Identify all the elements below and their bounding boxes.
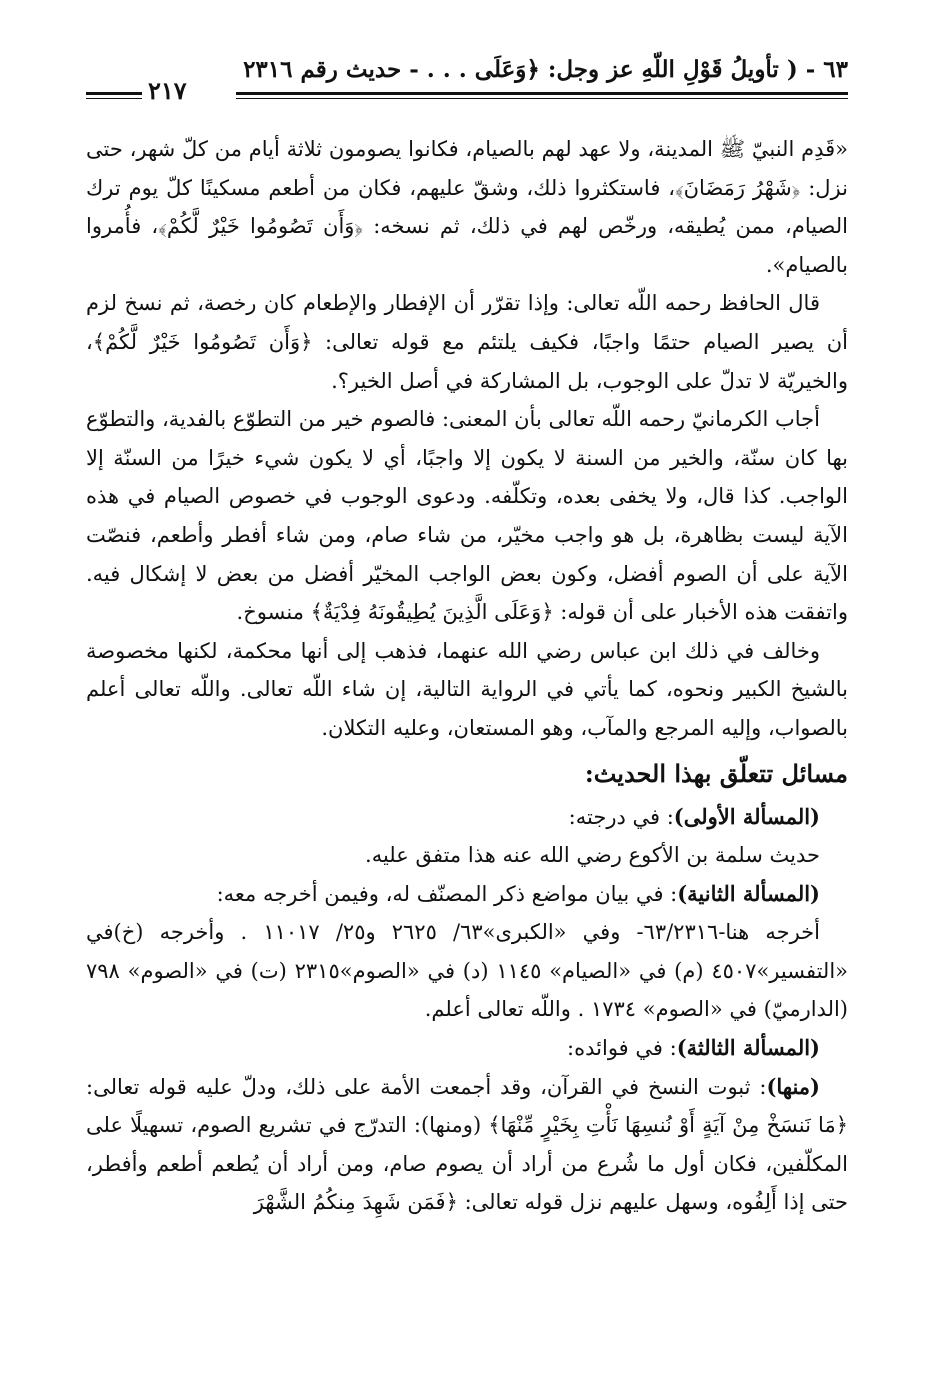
issue-first-body: حديث سلمة بن الأكوع رضي الله عنه هذا متفق عليه. xyxy=(365,843,820,868)
running-title: ٦٣ - ( تأويلُ قَوْلِ اللّهِ عز وجل: ﴿وَعَلَى . . . - حديث رقم ٢٣١٦ xyxy=(243,56,848,83)
issue-third-body xyxy=(86,1068,848,1222)
issue-third-label: (المسألة الثالثة) xyxy=(676,1035,820,1061)
page-body xyxy=(86,130,848,1222)
paragraph-ibn-abbas: وخالف في ذلك ابن عباس رضي الله عنهما، فذهب إلى أنها محكمة، لكنها مخصوصة بالشيخ الكبير ونحوه، كما يأتي في الرواية التالية، إن شاء اللّه تعالى. واللّه تعالى أعلم بالصواب، وإليه المرجع والمآب، وهو المستعان، وعليه التكلان. xyxy=(86,638,848,740)
page-number: ٢١٧ xyxy=(148,76,187,105)
paragraph-hadith-quote: «قَدِم النبيّ ﷺ المدينة، ولا عهد لهم بالصيام، فكانوا يصومون ثلاثة أيام من كلّ شهر، حتى نزل: ﴿شَهْرُ رَمَضَانَ﴾، فاستكثروا ذلك، وشقّ عليهم، فكان من أطعم مسكينًا كلّ يوم ترك الصيام، ممن يُطيقه، ورخّص لهم في ذلك، ثم نسخه: ﴿وَأَن تَصُومُوا خَيْرٌ لَّكُمْ﴾، فأُمروا بالصيام». xyxy=(86,137,848,277)
issue-third-heading xyxy=(86,1029,848,1068)
header-rule-thin xyxy=(236,98,848,99)
page-header xyxy=(86,56,848,104)
issue-second-label: (المسألة الثانية) xyxy=(677,880,820,906)
issue-second-text: : في بيان مواضع ذكر المصنّف له، وفيمن أخرجه معه: xyxy=(216,881,678,906)
issue-third-text: : في فوائده: xyxy=(567,1036,677,1061)
issue-first-heading xyxy=(86,798,848,837)
page-number-rule-thin xyxy=(86,98,142,99)
section-title: مسائل تتعلّق بهذا الحديث: xyxy=(584,758,848,788)
issue-second-heading xyxy=(86,875,848,914)
paragraph-kirmani: أجاب الكرمانيّ رحمه اللّه تعالى بأن المعنى: فالصوم خير من التطوّع بالفدية، والتطوّع بها كان سنّة، والخير من السنة لا يكون إلا واجبًا، أي لا يكون شيء خيرًا من السنّة إلا الواجب. كذا قال، ولا يخفى بعده، وتكلّفه. ودعوى الوجوب في خصوص الصيام في هذه الآية ليست بظاهرة، بل هو واجب مخيّر، من شاء صام، ومن شاء أفطر وأطعم، فنصّت الآية على أن الصوم أفضل، وكون بعض الواجب المخيّر أفضل من بعض لا إشكال فيه. واتفقت هذه الأخبار على أن قوله: ﴿وَعَلَى الَّذِينَ يُطِيقُونَهُ فِدْيَةٌ﴾ منسوخ. xyxy=(86,407,848,625)
issue-first-label: (المسألة الأولى) xyxy=(673,803,820,829)
paragraph-hafiz: قال الحافظ رحمه اللّه تعالى: وإذا تقرّر أن الإفطار والإطعام كان رخصة، ثم نسخ لزم أن يصير الصيام حتمًا واجبًا، فكيف يلتئم مع قوله تعالى: ﴿وَأَن تَصُومُوا خَيْرٌ لَّكُمْ﴾، والخيريّة لا تدلّ على الوجوب، بل المشاركة في أصل الخير؟. xyxy=(86,291,848,393)
issue-first-text: : في درجته: xyxy=(568,804,674,829)
issue-second-body: أخرجه هنا-٦٣/٢٣١٦- وفي «الكبرى»٦٣/ ٢٦٢٥ و٢٥/ ١١٠١٧ . وأخرجه (خ)في «التفسير»٤٥٠٧ (م) في «الصيام» ١١٤٥ (د) في «الصوم»٢٣١٥ (ت) في «الصوم» ٧٩٨ (الدارميّ) في «الصوم» ١٧٣٤ . واللّه تعالى أعلم. xyxy=(86,920,848,1022)
page-number-rule xyxy=(86,92,142,95)
issue-third-body-text: : ثبوت النسخ في القرآن، وقد أجمعت الأمة على ذلك، ودلّ عليه قوله تعالى: ﴿مَا نَنسَخْ مِنْ آيَةٍ أَوْ نُنسِهَا نَأْتِ بِخَيْرٍ مِّنْهَا﴾ (ومنها): التدرّج في تشريع الصوم، تسهيلًا على المكلّفين، فكان أول ما شُرع من أراد أن يصوم صام، ومن أراد أن يُطعم أطعم وأفطر، حتى إذا أَلِفُوه، وسهل عليهم نزل قوله تعالى: ﴿فَمَن شَهِدَ مِنكُمُ الشَّهْرَ xyxy=(86,1074,848,1215)
header-rule xyxy=(236,92,848,95)
issue-third-body-label: (منها) xyxy=(766,1073,820,1099)
